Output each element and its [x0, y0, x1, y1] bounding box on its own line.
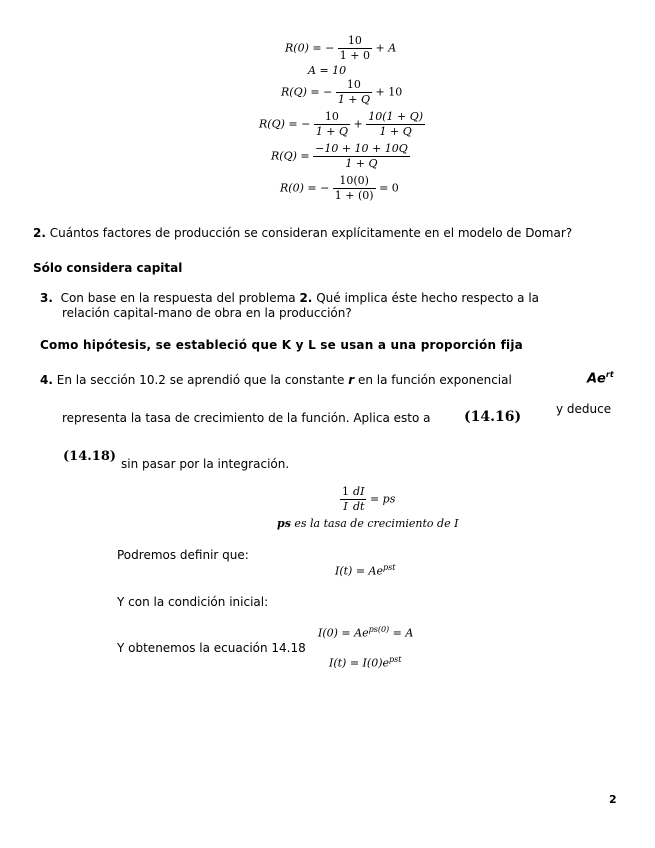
fraction — [333, 174, 376, 203]
question-text: Cuántos factores de producción se consideran explícitamente en el modelo de Domar? — [49, 226, 573, 240]
question-3-line1 — [40, 291, 539, 305]
question-text: En la sección 10.2 se aprendió que la constante — [56, 373, 345, 387]
fraction — [338, 34, 372, 63]
eq-tail: + A — [375, 41, 397, 55]
problem-ref: 2. — [299, 291, 313, 305]
question-number: 3. — [40, 291, 53, 305]
fraction — [336, 78, 372, 107]
aert-exponent: rt — [605, 370, 614, 379]
define-text: Podremos definir que: — [117, 548, 249, 562]
question-number: 4. — [40, 373, 53, 387]
aert-base: Ae — [587, 371, 606, 387]
obtain-text: Y obtenemos la ecuación 14.18 — [117, 641, 306, 655]
equation-r0-final — [280, 174, 399, 203]
denominator: I — [343, 500, 348, 513]
answer-3: Como hipótesis, se estableció que K y L se usan a una proporción fija — [40, 338, 523, 352]
eq-body: I(0) = Ae — [318, 626, 369, 640]
question-text: Qué implica éste hecho respecto a la — [316, 291, 540, 305]
equation-final — [329, 655, 401, 670]
plus-sign: + — [353, 117, 363, 131]
eq-lhs: R(Q) = — [271, 149, 310, 163]
numerator: 10 — [314, 110, 350, 125]
fraction — [351, 485, 366, 514]
eq-lhs: R(0) = − — [280, 181, 330, 195]
equation-ref-1416: (14.16) — [464, 409, 522, 425]
note-text: es la tasa de crecimiento de I — [294, 517, 459, 530]
condition-text: Y con la condición inicial: — [117, 595, 269, 609]
growth-rate-note — [277, 517, 458, 530]
exponent: pst — [389, 655, 402, 664]
numerator: −10 + 10 + 10Q — [315, 142, 408, 155]
equation-a: A = 10 — [308, 64, 347, 77]
r-symbol: r — [348, 373, 355, 387]
question-4-line3: sin pasar por la integración. — [121, 457, 290, 471]
denominator: 1 + 0 — [339, 49, 371, 62]
question-4-line1 — [40, 373, 590, 387]
eq-body: I(t) = I(0)e — [329, 656, 389, 670]
equation-rq3 — [271, 142, 410, 171]
equation-r0 — [285, 34, 396, 63]
aert-expression — [587, 370, 614, 386]
denominator: dt — [353, 500, 365, 513]
answer-2: Sólo considera capital — [33, 261, 183, 275]
question-text: en la función exponencial — [357, 373, 512, 387]
eq-lhs: R(Q) = − — [281, 85, 333, 99]
equation-rq2 — [259, 110, 425, 139]
question-3-line2: relación capital-mano de obra en la producción? — [62, 306, 352, 320]
eq-lhs: R(0) = − — [285, 41, 335, 55]
denominator: 1 + Q — [337, 93, 371, 106]
fraction — [314, 110, 350, 139]
equation-ref-1418: (14.18) — [63, 449, 117, 464]
numerator: 10 — [336, 78, 372, 93]
fraction — [340, 485, 351, 514]
numerator: 1 — [342, 485, 349, 498]
numerator: 10 — [338, 34, 372, 49]
eq-tail: = 0 — [379, 181, 399, 195]
exponent: ps(0) — [368, 625, 390, 634]
equation-rq1 — [281, 78, 402, 107]
question-number: 2. — [33, 226, 46, 240]
question-2 — [33, 226, 572, 240]
page-number: 2 — [609, 793, 617, 806]
eq-lhs: R(Q) = − — [259, 117, 311, 131]
eq-tail: + 10 — [375, 85, 403, 99]
denominator: 1 + Q — [379, 125, 412, 138]
eq-tail: = A — [392, 626, 414, 640]
denominator: 1 + (0) — [334, 189, 374, 202]
denominator: 1 + Q — [315, 125, 349, 138]
eq-rhs: = ps — [369, 492, 396, 506]
equation-growth-rate — [340, 485, 395, 514]
numerator: 10(0) — [333, 174, 376, 189]
denominator: 1 + Q — [345, 157, 378, 170]
question-text: Con base en la respuesta del problema — [60, 291, 296, 305]
question-4-line2: representa la tasa de crecimiento de la función. Aplica esto a — [62, 411, 431, 425]
exponent: pst — [383, 563, 396, 572]
numerator: 10(1 + Q) — [368, 110, 424, 123]
numerator: dI — [351, 485, 366, 500]
equation-it — [335, 563, 395, 578]
equation-i0 — [318, 625, 413, 640]
eq-body: I(t) = Ae — [335, 564, 384, 578]
note-symbol: ps — [277, 517, 291, 530]
question-4-deduce: y deduce — [556, 402, 612, 416]
fraction — [366, 110, 425, 139]
fraction — [313, 142, 410, 171]
